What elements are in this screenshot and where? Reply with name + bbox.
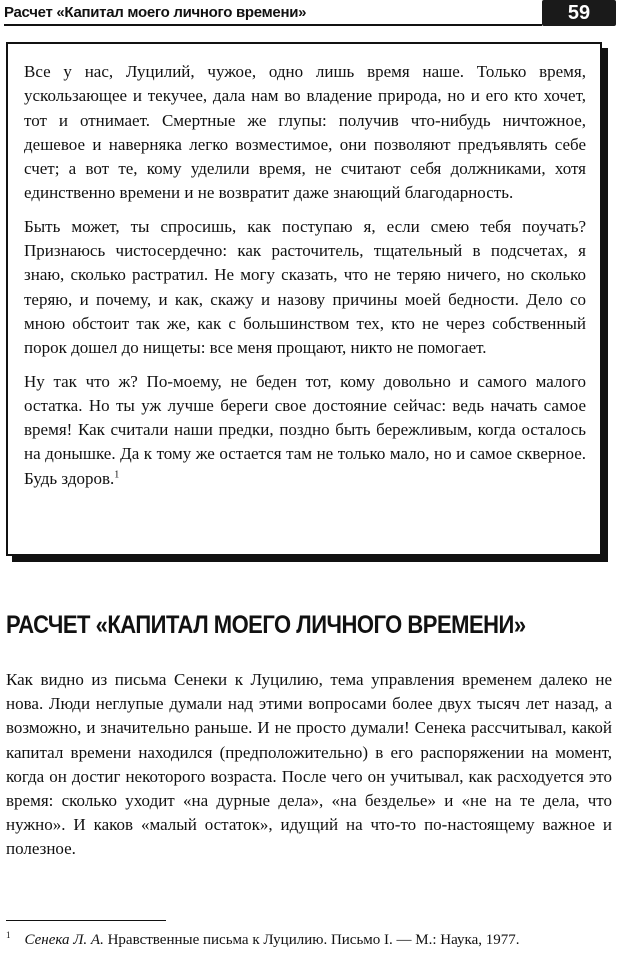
page-header: [4, 0, 616, 32]
seneca-quote-box: [6, 42, 602, 556]
footnote-divider: [6, 920, 166, 921]
footnote-reference[interactable]: 1: [114, 469, 120, 481]
page-number: 59: [542, 0, 616, 26]
footnote-text: Нравственные письма к Луцилию. Письмо I. — М.: Наука, 1977.: [103, 932, 520, 948]
section-heading: РАСЧЕТ «КАПИТАЛ МОЕГО ЛИЧНОГО ВРЕМЕНИ»: [6, 610, 526, 639]
running-title: Расчет «Капитал моего личного времени»: [4, 4, 307, 21]
quote-paragraph: Все у нас, Луцилий, чужое, одно лишь время наше. Только время, ускользающее и текучее, дала нам во владение природа, но и его кто хочет, тот и отнимает. Смертные же глупы: получив что-нибудь ничтожное, дешевое и наверняка легко возместимое, они позволяют предъявлять себе счет; а вот те, кому уделили время, не считают себя должниками, хотя единственно времени и не возвратит даже знающий благодарность.: [24, 62, 586, 203]
quote-paragraph-text: Ну так что ж? По-моему, не беден тот, кому довольно и самого малого остатка. Но ты уж лучше береги свое достояние сейчас: ведь начать самое время! Как считали наши предки, поздно быть бережливым, когда осталось на донышке. Да к тому же остается там не только мало, но и самое скверное. Будь здоров.: [24, 371, 586, 488]
quote-paragraph: Быть может, ты спросишь, как поступаю я, если смею тебя поучать? Признаюсь чистосердечно: как расточитель, тщательный в подсчетах, я знаю, сколько растратил. Не могу сказать, что не теряю ничего, но сколько теряю, и почему, и как, скажу и назову причины моей бедности. Дело со мною обстоит так же, как с большинством тех, кто не через собственный порок дошел до нищеты: все меня прощают, никто не помогает.: [24, 216, 586, 358]
footnote-mark: 1: [6, 930, 11, 940]
section-body-paragraph: Как видно из письма Сенеки к Луцилию, тема управления временем далеко не нова. Люди неглупые думали над этими вопросами более двух тысяч лет назад, а возможно, и значительно раньше. И не просто думали! Сенека рассчитывал, какой капитал времени находился (предположительно) в его распоряжении на момент, когда он достиг некоторого возраста. После чего он учитывал, как расходуется это время: сколько уходит «на дурные дела», «на безделье» и «не на те дела, что нужно». И каков «малый остаток», идущий на что-то по-настоящему важное и полезное.: [6, 670, 612, 859]
footnote: [6, 930, 612, 950]
header-rule: [4, 24, 542, 26]
footnote-author: Сенека Л. А.: [24, 932, 104, 948]
quote-paragraph-last: [24, 370, 586, 491]
